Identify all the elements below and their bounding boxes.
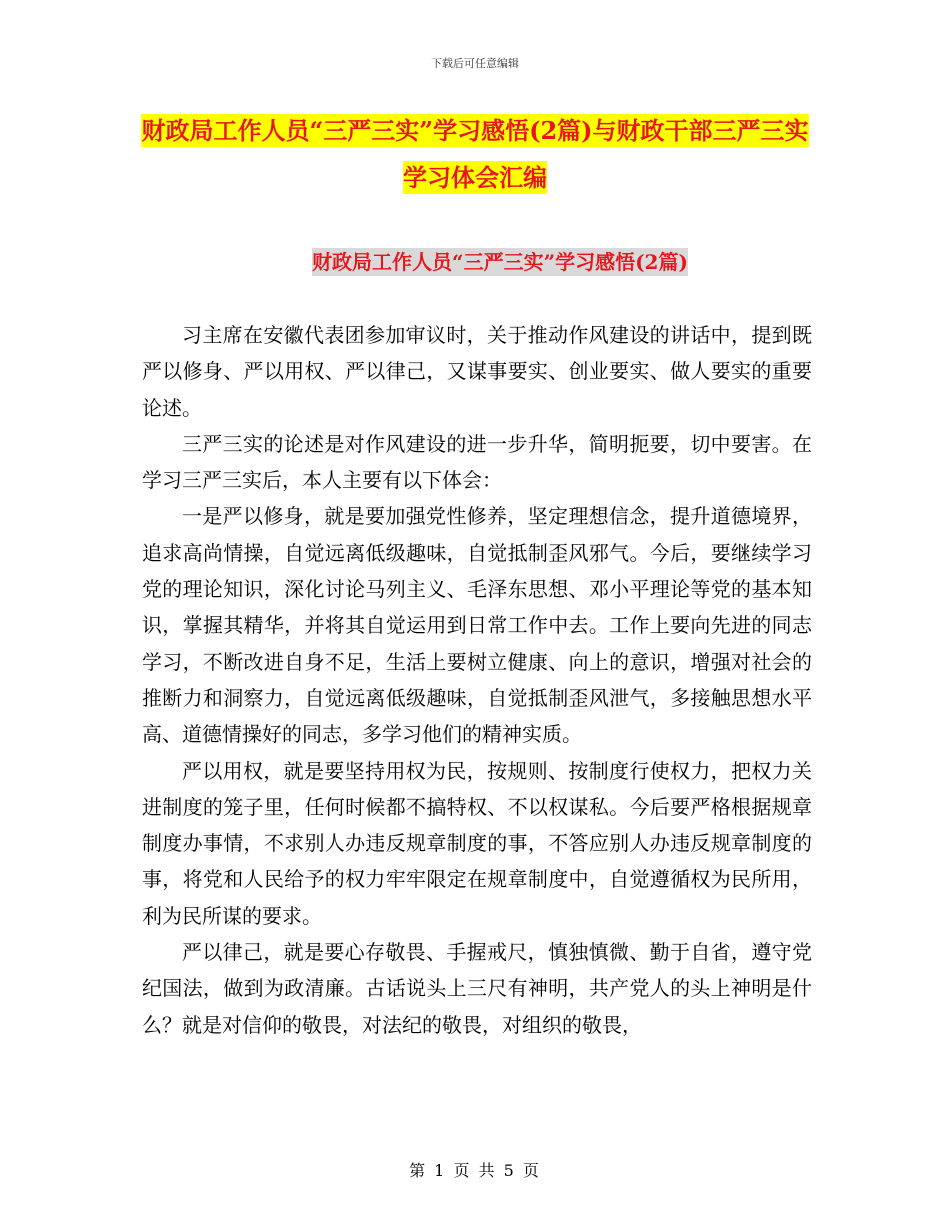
document-body	[142, 317, 812, 1043]
header-note: 下载后可任意编辑	[431, 57, 519, 70]
paragraph-5: 严以律己，就是要心存敬畏、手握戒尺，慎独慎微、勤于自省，遵守党纪国法，做到为政清廉。古话说头上三尺有神明，共产党人的头上神明是什么？就是对信仰的敬畏，对法纪的敬畏，对组织的敬畏，	[142, 940, 812, 1037]
section-title-text: 财政局工作人员“三严三实”学习感悟(2篇)	[312, 250, 688, 274]
paragraph-4: 严以用权，就是要坚持用权为民，按规则、按制度行使权力，把权力关进制度的笼子里，任何时候都不搞特权、不以权谋私。今后要严格根据规章制度办事情，不求别人办违反规章制度的事，不答应别人办违反规章制度的事，将党和人民给予的权力牢牢限定在规章制度中，自觉遵循权为民所用，利为民所谋的要求。	[142, 758, 812, 928]
paragraph-2: 三严三实的论述是对作风建设的进一步升华，简明扼要，切中要害。在学习三严三实后，本人主要有以下体会：	[142, 431, 812, 493]
document-title-text: 财政局工作人员“三严三实”学习感悟(2篇)与财政干部三严三实学习体会汇编	[141, 116, 809, 192]
paragraph-3: 一是严以修身，就是要加强党性修养，坚定理想信念，提升道德境界，追求高尚情操，自觉远离低级趣味，自觉抵制歪风邪气。今后，要继续学习党的理论知识，深化讨论马列主义、毛泽东思想、邓小平理论等党的基本知识，掌握其精华，并将其自觉运用到日常工作中去。工作上要向先进的同志学习，不断改进自身不足，生活上要树立健康、向上的意识，增强对社会的推断力和洞察力，自觉远离低级趣味，自觉抵制歪风泄气，多接触思想水平高、道德情操好的同志，多学习他们的精神实质。	[142, 504, 812, 747]
section-title	[140, 246, 860, 275]
document-title	[140, 107, 810, 201]
paragraph-1: 习主席在安徽代表团参加审议时，关于推动作风建设的讲话中，提到既严以修身、严以用权、严以律己，又谋事要实、创业要实、做人要实的重要论述。	[142, 323, 812, 420]
page-number: 第 1 页 共 5 页	[409, 1161, 541, 1180]
